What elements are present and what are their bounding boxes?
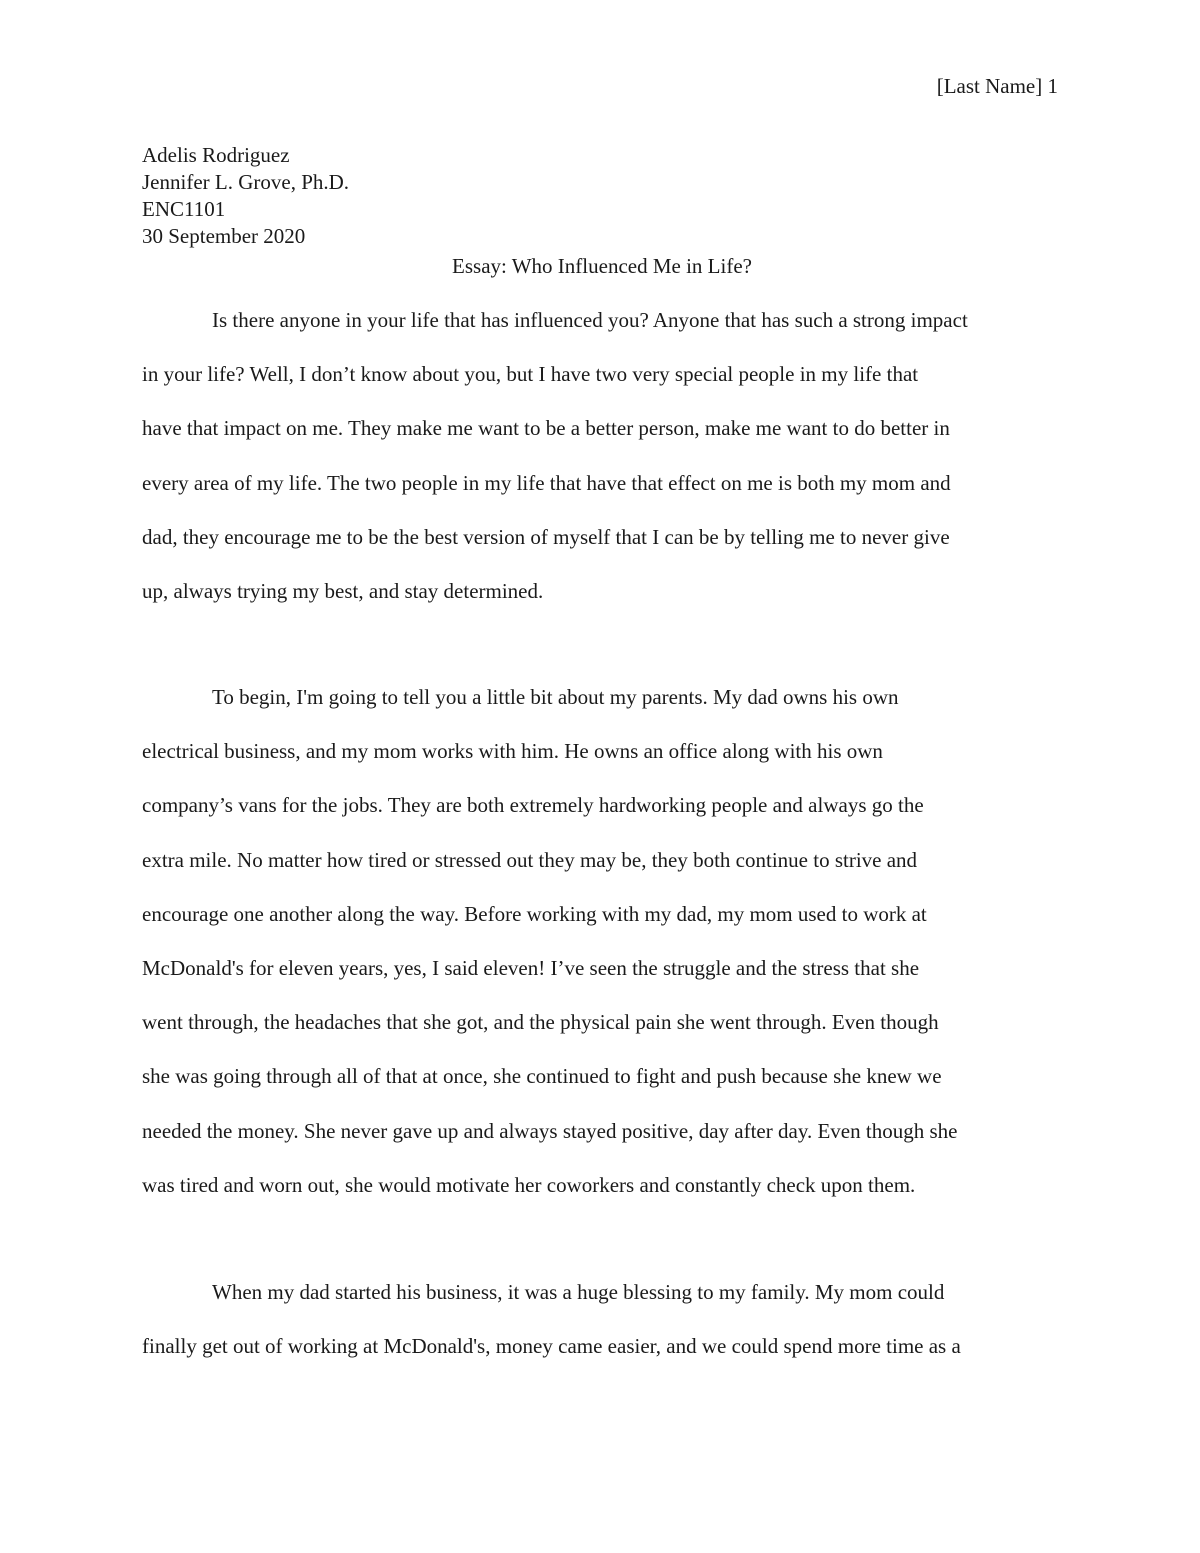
paragraph-line: needed the money. She never gave up and always stayed positive, day after day. Even though she xyxy=(142,1118,958,1143)
paragraph-business xyxy=(142,1278,961,1386)
paragraph-line: extra mile. No matter how tired or stressed out they may be, they both continue to strive and xyxy=(142,847,918,872)
paragraph-line: finally get out of working at McDonald's, money came easier, and we could spend more time as a xyxy=(142,1334,961,1359)
paragraph-line: To begin, I'm going to tell you a little bit about my parents. My dad owns his own xyxy=(212,685,899,709)
paragraph-line: encourage one another along the way. Before working with my dad, my mom used to work at xyxy=(142,901,927,926)
mla-heading xyxy=(142,142,349,250)
course-code: ENC1101 xyxy=(142,197,226,221)
instructor-name: Jennifer L. Grove, Ph.D. xyxy=(142,170,350,194)
paragraph-line: company’s vans for the jobs. They are both extremely hardworking people and always go the xyxy=(142,793,924,818)
paragraph-line: Is there anyone in your life that has influenced you? Anyone that has such a strong impact xyxy=(212,308,968,332)
paragraph-line: every area of my life. The two people in my life that have that effect on me is both my mom and xyxy=(142,470,951,495)
running-header: [Last Name] 1 xyxy=(936,74,1058,98)
student-name: Adelis Rodriguez xyxy=(142,143,290,167)
paragraph-line: McDonald's for eleven years, yes, I said eleven! I’ve seen the struggle and the stress that she xyxy=(142,955,920,980)
paragraph-line: electrical business, and my mom works with him. He owns an office along with his own xyxy=(142,739,883,764)
paragraph-line: went through, the headaches that she got, and the physical pain she went through. Even though xyxy=(142,1010,939,1035)
essay-date: 30 September 2020 xyxy=(142,224,306,248)
paragraph-line: in your life? Well, I don’t know about you, but I have two very special people in my life that xyxy=(142,362,919,387)
paragraph-line: When my dad started his business, it was a huge blessing to my family. My mom could xyxy=(212,1280,945,1304)
essay-title: Essay: Who Influenced Me in Life? xyxy=(452,254,752,278)
paragraph-parents xyxy=(142,683,957,1225)
paragraph-line: was tired and worn out, she would motivate her coworkers and constantly check upon them. xyxy=(142,1172,916,1197)
paragraph-line: she was going through all of that at once, she continued to fight and push because she knew we xyxy=(142,1064,942,1089)
paragraph-intro xyxy=(142,306,968,631)
paragraph-line: have that impact on me. They make me want to be a better person, make me want to do better in xyxy=(142,416,950,441)
paragraph-line: up, always trying my best, and stay determined. xyxy=(142,578,544,603)
paragraph-line: dad, they encourage me to be the best version of myself that I can be by telling me to never give xyxy=(142,524,950,549)
